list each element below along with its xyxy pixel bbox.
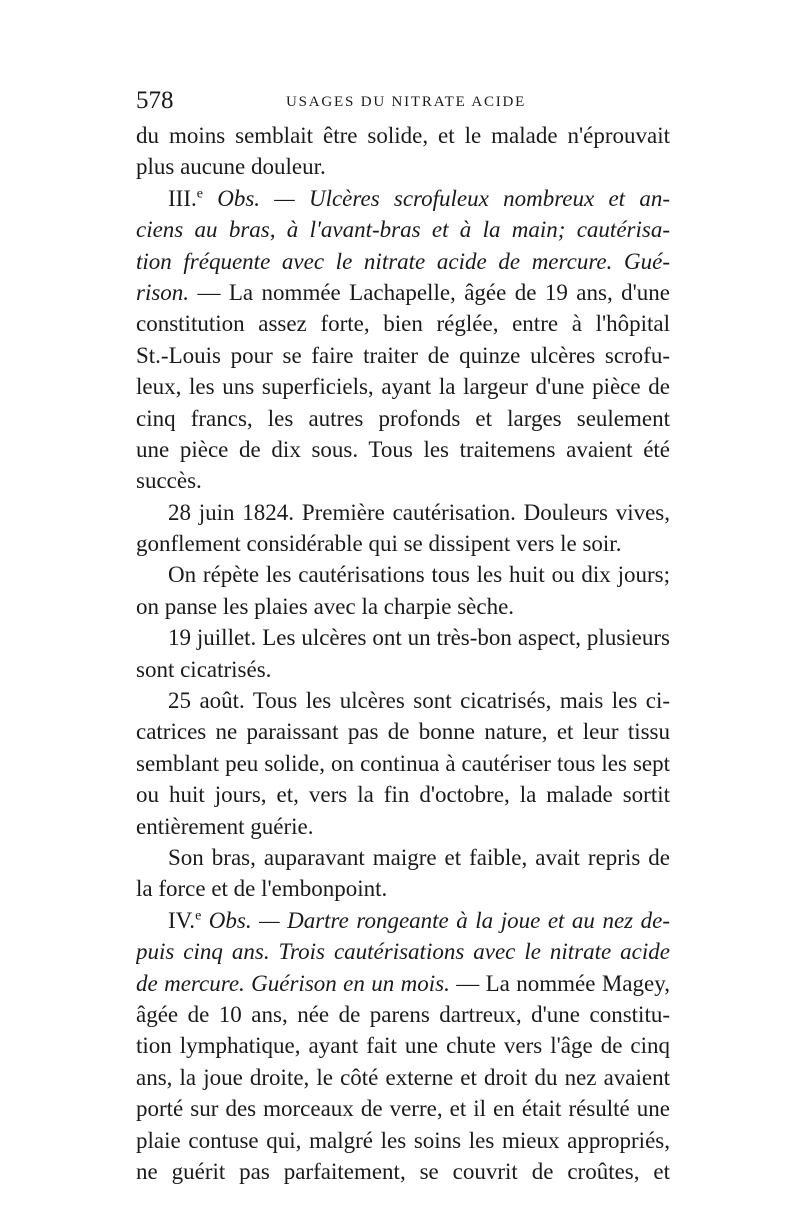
text-line: ne guérit pas parfaitement, se couvrit de croûtes, et [136, 1158, 670, 1184]
text-line: 25 août. Tous les ulcères sont cicatrisés, mais les ci- [168, 688, 670, 714]
text-line: du moins semblait être solide, et le malade n'éprouvait [136, 123, 670, 148]
text-line: plus aucune douleur. [136, 154, 326, 180]
text-line: leux, les uns superficiels, ayant la largeur d'une pièce de [136, 374, 670, 400]
text-line: ans, la joue droite, le côté externe et droit du nez avaient [136, 1064, 670, 1090]
text-line: semblant peu solide, on continua à cautériser tous les sept [136, 750, 670, 776]
text-line: Son bras, auparavant maigre et faible, avait repris de [168, 844, 670, 870]
text-line: St.-Louis pour se faire traiter de quinze ulcères scrofu- [136, 342, 670, 368]
text-segment: — La nommée Magey, [449, 970, 670, 996]
text-line [136, 968, 670, 999]
body-text [136, 120, 670, 1187]
text-line: on panse les plaies avec la charpie sèche. [136, 593, 515, 619]
text-line: sont cicatrisés. [136, 656, 272, 682]
text-line: cinq francs, les autres profonds et larges seulement [136, 405, 670, 431]
text-line: 19 juillet. Les ulcères ont un très-bon aspect, plusieurs [168, 625, 670, 651]
text-segment: III. [168, 185, 197, 211]
text-segment: IV. [168, 907, 196, 933]
page-header [136, 86, 670, 120]
text-line: porté sur des morceaux de verre, et il en était résulté une [136, 1096, 670, 1122]
text-segment: de mercure. Guérison en un mois. [136, 970, 450, 996]
text-segment: Obs. — Ulcères scrofuleux nombreux et an- [202, 185, 670, 211]
text-line: la force et de l'embonpoint. [136, 876, 388, 902]
text-line: constitution assez forte, bien réglée, entre à l'hôpital [136, 311, 670, 337]
text-line: On répète les cautérisations tous les huit ou dix jours; [168, 562, 670, 588]
text-line: âgée de 10 ans, née de parens dartreux, d'une constitu- [136, 1001, 670, 1027]
superscript: e [196, 186, 203, 202]
text-line: ciens au bras, à l'avant-bras et à la main; cautérisa- [136, 217, 670, 243]
text-line: plaie contuse qui, malgré les soins les mieux appropriés, [136, 1127, 670, 1153]
text-line: puis cinq ans. Trois cautérisations avec le nitrate acide [136, 939, 670, 965]
text-segment: rison. [136, 279, 190, 305]
text-segment: Obs. — Dartre rongeante à la joue et au nez de- [201, 907, 670, 933]
text-line [136, 183, 670, 214]
text-line: tion lymphatique, ayant fait une chute vers l'âge de cinq [136, 1033, 670, 1059]
text-line: entièrement guérie. [136, 813, 314, 839]
text-line: gonflement considérable qui se dissipent vers le soir. [136, 531, 622, 557]
text-line: succès. [136, 468, 202, 494]
text-line: tion fréquente avec le nitrate acide de mercure. Gué- [136, 248, 670, 274]
running-head: USAGES DU NITRATE ACIDE [286, 94, 527, 110]
text-line: une pièce de dix sous. Tous les traitemens avaient été [136, 436, 670, 462]
page-number: 578 [136, 87, 174, 114]
text-segment: — La nommée Lachapelle, âgée de 19 ans, d'une [189, 279, 670, 305]
text-line [136, 277, 670, 308]
text-line [136, 905, 670, 936]
superscript: e [195, 908, 202, 924]
text-line: catrices ne paraissant pas de bonne nature, et leur tissu [136, 719, 670, 745]
text-line: ou huit jours, et, vers la fin d'octobre, la malade sortit [136, 782, 670, 808]
text-line: 28 juin 1824. Première cautérisation. Douleurs vives, [168, 499, 670, 525]
